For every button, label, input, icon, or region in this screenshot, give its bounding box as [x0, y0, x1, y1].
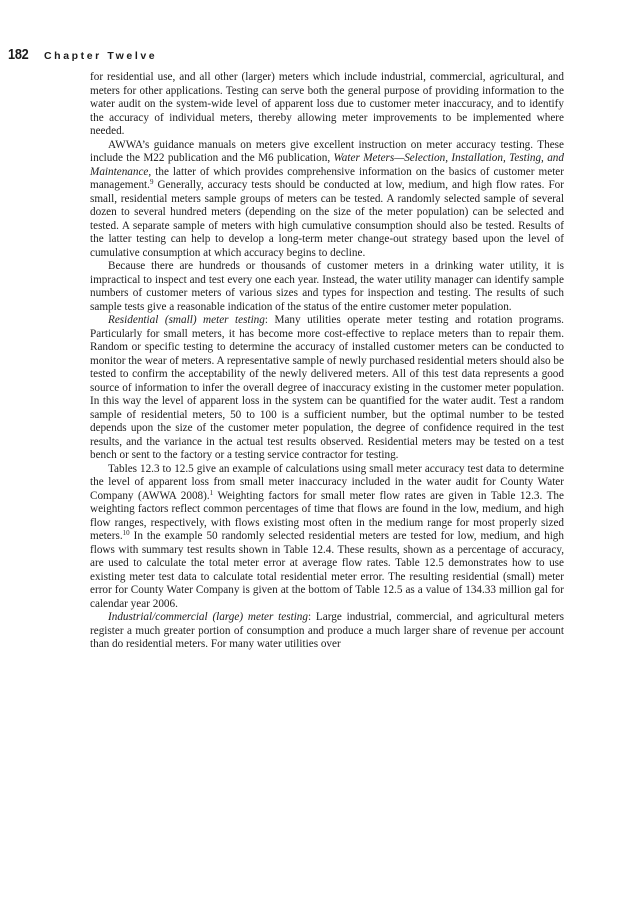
paragraph-text: Generally, accuracy tests should be conducted at low, medium, and high flow rates. For small, residential meters sample groups of meters can be tested. A randomly selected sample of several dozen to several hundred meters (depending on the size of the meter population) can be selected and tested. A separate sample of meters with high cumulative consumption should also be tested. Results of the latter testing can help to develop a long-term meter change-out strategy based upon the level of cumulative consumption at which accuracy begins to decline.: [90, 179, 564, 259]
publication-title: Water Meters—Selection, Installation, Testing, and Maintenance: [90, 152, 564, 178]
paragraph-text: , the latter of which provides comprehensive information on the basics of customer meter management.: [90, 165, 564, 191]
paragraph-text: Weighting factors for small meter flow rates are given in Table 12.3. The weighting factors reflect common percentages of time that flows are found in the low, medium, and high flow ranges, respectively, with flows existing most often in the medium range for most properly sized meters.: [90, 489, 564, 542]
running-head: [8, 46, 157, 64]
footnote-ref: 10: [122, 529, 130, 537]
paragraph-text: AWWA’s guidance manuals on meters give excellent instruction on meter accuracy testing. These include the M22 publication and the M6 publication,: [90, 138, 564, 164]
body-text: [90, 71, 564, 652]
paragraph-text: for residential use, and all other (larger) meters which include industrial, commercial, agricultural, and meters for other applications. Testing can serve both the general purpose of providing information to the water audit on the system-wide level of apparent loss due to customer meter inaccuracy, and to identify the accuracy of individual meters, thereby allowing meter improvements to be implemented where needed.: [90, 71, 564, 137]
paragraph-text: : Large industrial, commercial, and agricultural meters register a much greater portion of consumption and produce a much larger share of revenue per account than do residential meters. For many water utilities over: [90, 611, 564, 650]
chapter-title: Chapter Twelve: [44, 50, 158, 62]
page-number: 182: [8, 46, 29, 63]
footnote-ref: 9: [149, 178, 154, 186]
paragraph: [90, 139, 564, 261]
paragraph-text: In the example 50 randomly selected residential meters are tested for low, medium, and high flows with summary test results shown in Table 12.4. These results, shown as a percentage of accuracy, are used to calculate the total meter error at average flow rates. Table 12.5 demonstrates how to use existing meter test data to calculate total residential meter error. The resulting residential (small) meter error for County Water Company is given at the bottom of Table 12.5 as a value of 134.33 million gal for calendar year 2006.: [90, 530, 564, 610]
paragraph: [90, 611, 564, 652]
paragraph-text: Tables 12.3 to 12.5 give an example of calculations using small meter accuracy test data to determine the level of apparent loss from small meter inaccuracy included in the water audit for County Water Company (AWWA 2008).: [90, 462, 564, 502]
run-in-heading: Residential (small) meter testing: [108, 314, 265, 326]
paragraph-text: : Many utilities operate meter testing and rotation programs. Particularly for small meters, it has become more cost-effective to replace meters than to repair them. Random or specific testing to determine the accuracy of installed customer meters can be conducted to monitor the wear of meters. A representative sample of newly purchased residential meters should also be tested to confirm the acceptability of the newly delivered meters. All of this test data represents a good source of information to infer the overall degree of inaccuracy existing in the customer meter population. In this way the level of apparent loss in the system can be quantified for the water audit. Test a random sample of residential meters, 50 to 100 is a sufficient number, but the optimal number to be tested depends upon the size of the customer meter population, the degree of confidence required in the test results, and the variance in the actual test results observed. Residential meters may be tested on a test bench or sent to the factory or a testing service contractor for testing.: [90, 314, 564, 461]
paragraph: [90, 71, 564, 139]
footnote-ref: 1: [209, 488, 214, 497]
paragraph: [90, 314, 564, 463]
paragraph-text: Because there are hundreds or thousands of customer meters in a drinking water utility, it is impractical to inspect and test every one each year. Instead, the water utility manager can identify sample numbers of customer meters of various sizes and types for inspection and testing. The results of such sample tests give a reasonable indication of the status of the entire customer meter population.: [90, 260, 564, 313]
paragraph: [90, 463, 564, 612]
run-in-heading: Industrial/commercial (large) meter testing: [108, 611, 308, 623]
paragraph: [90, 260, 564, 314]
